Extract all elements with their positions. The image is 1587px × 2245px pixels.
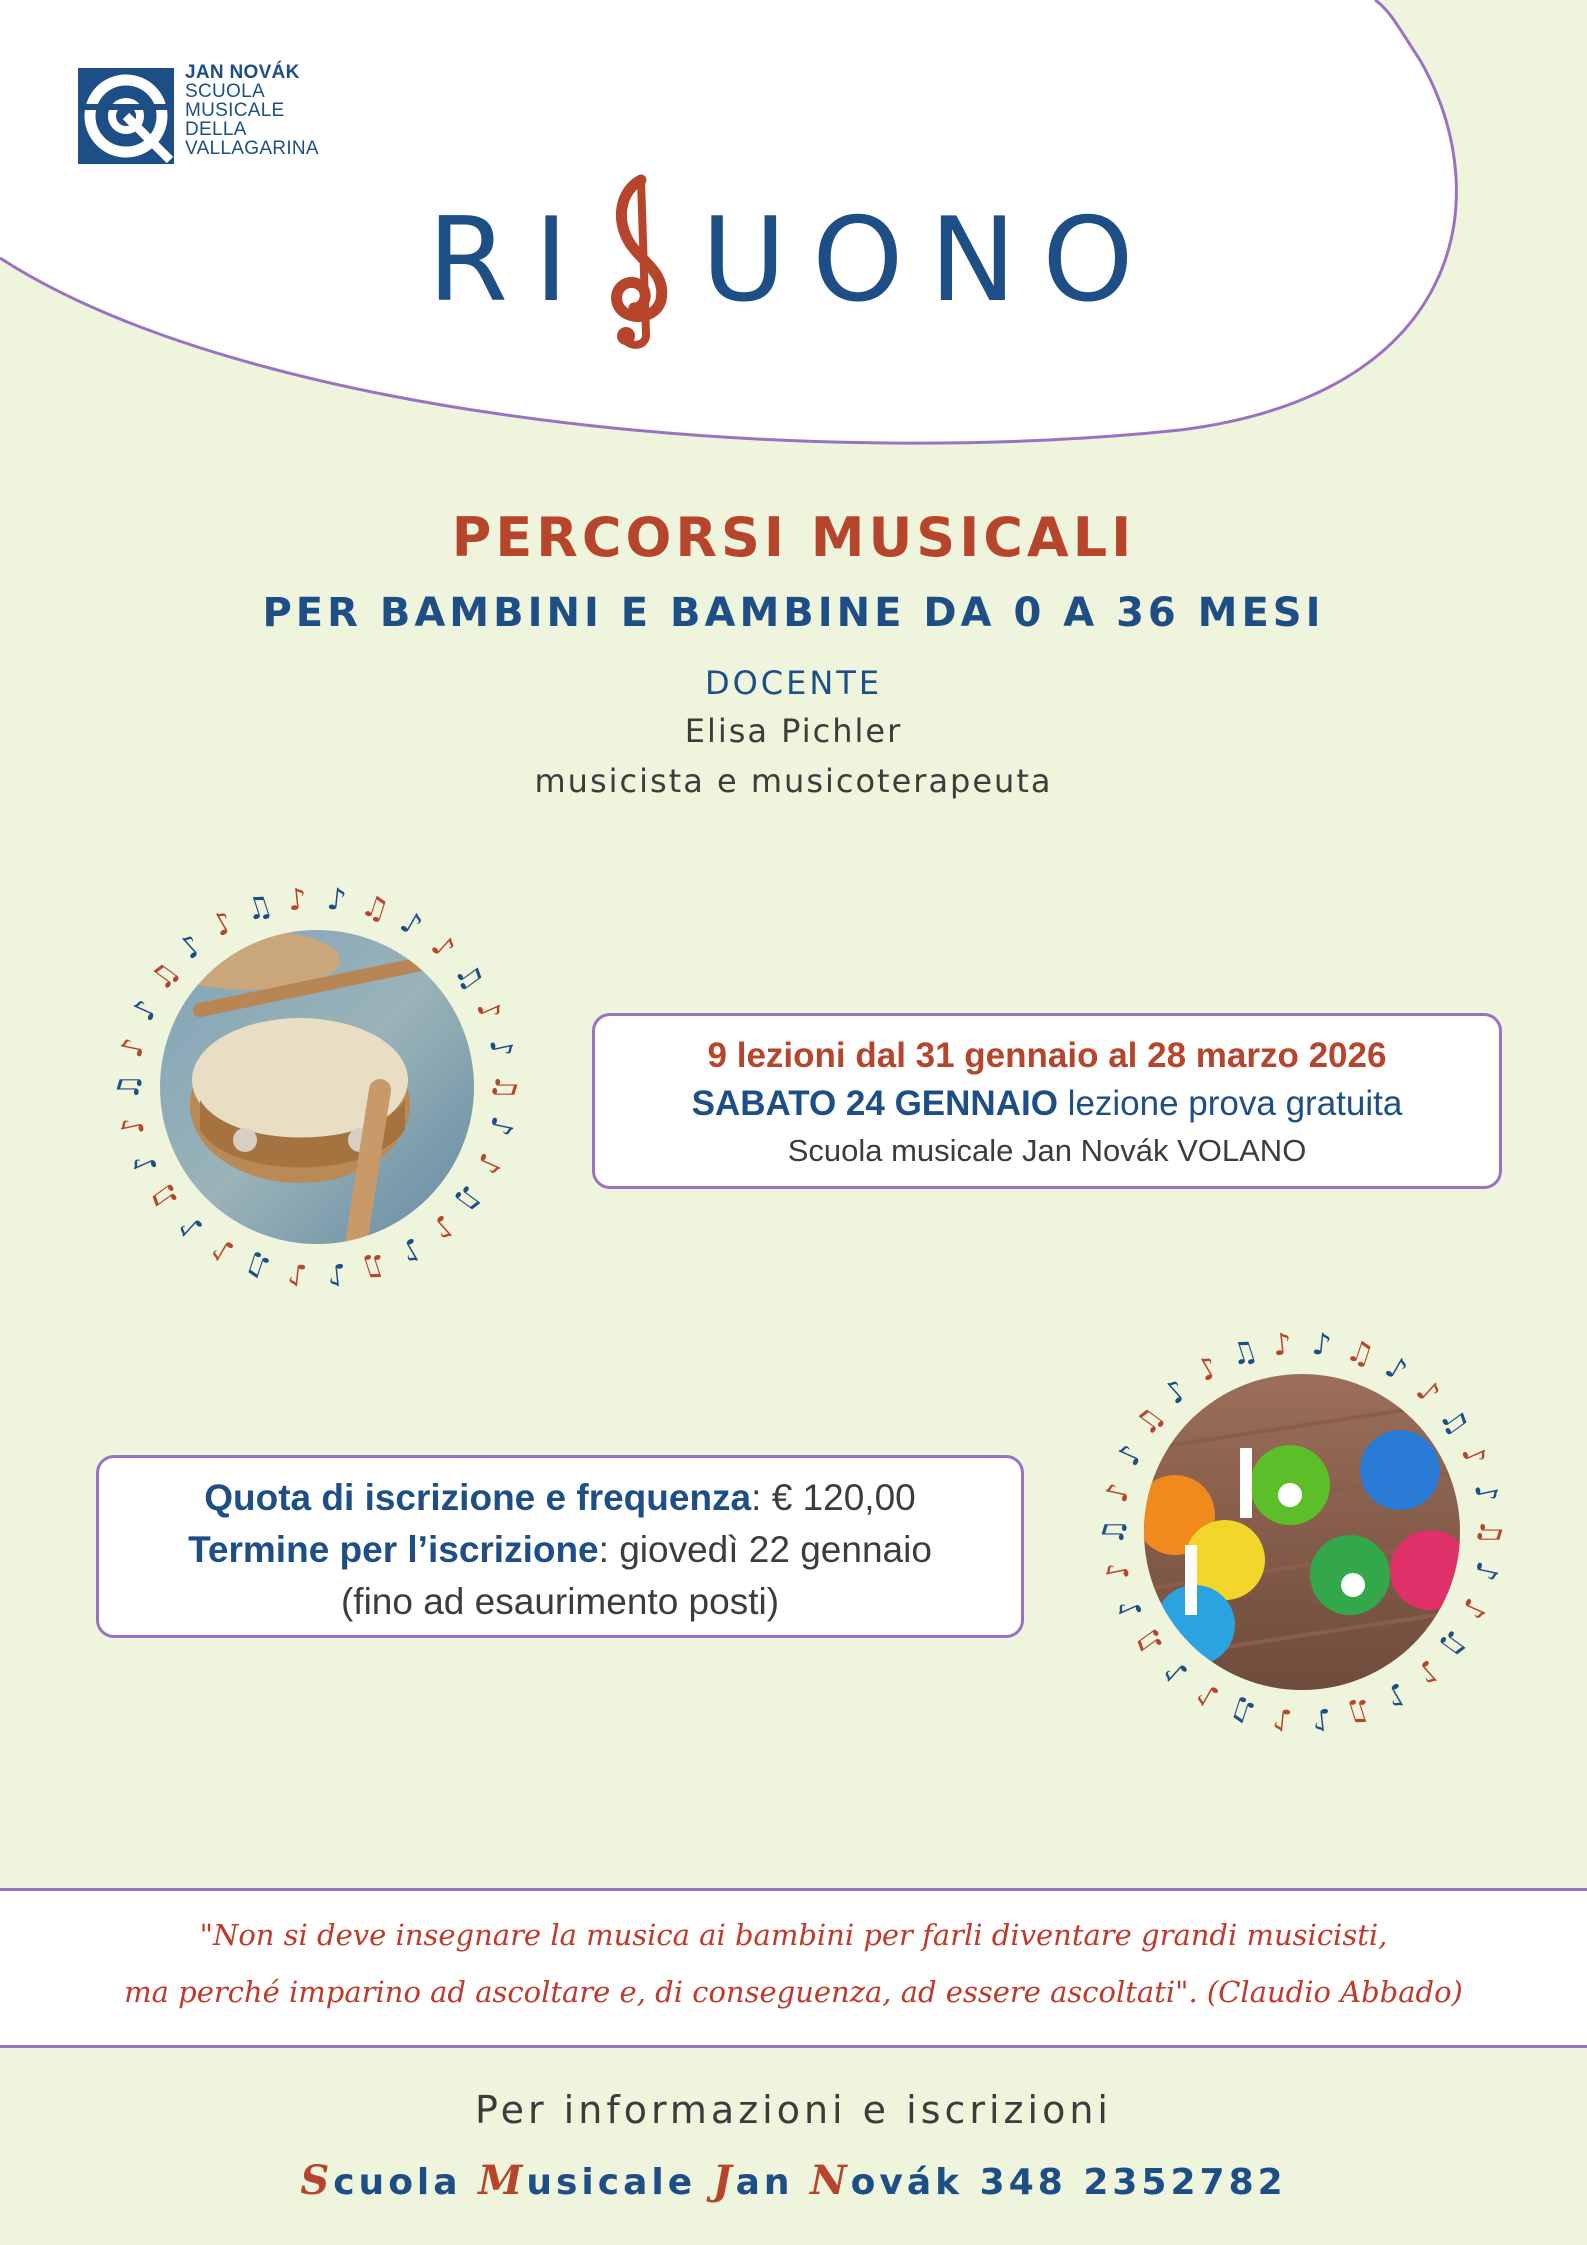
school-logo-icon [78, 68, 174, 164]
deadline-line [99, 1524, 1021, 1576]
music-note-icon: ♪ [1098, 1558, 1138, 1585]
music-note-icon: ♪ [172, 927, 211, 967]
music-note-icon: ♪ [205, 904, 241, 945]
handbells-photo [1135, 1370, 1470, 1700]
deadline-value: : giovedì 22 gennaio [598, 1529, 932, 1570]
contact-word-1: cuola [333, 2162, 479, 2203]
music-note-icon: ♫ [1127, 1621, 1172, 1664]
music-note-icon: ♪ [172, 1207, 211, 1247]
music-note-icon: ♪ [1378, 1674, 1414, 1715]
music-note-icon: ♪ [1110, 1439, 1151, 1472]
music-note-icon: ♪ [1270, 1700, 1294, 1738]
music-note-icon: ♫ [142, 1176, 187, 1219]
music-note-icon: ♪ [393, 904, 429, 945]
fee-line [99, 1472, 1021, 1524]
quote-line-1: "Non si deve insegnare la musica ai bambini per farli diventare grandi musicisti, [199, 1918, 1388, 1952]
music-note-icon: ♫ [1432, 1621, 1477, 1664]
music-note-icon: ♪ [1310, 1326, 1334, 1364]
music-note-icon: ♪ [1378, 1349, 1414, 1390]
music-note-icon: ♫ [1432, 1400, 1477, 1443]
music-note-icon: ♫ [356, 1244, 394, 1287]
logo-line-5: VALLAGARINA [185, 138, 319, 159]
music-note-icon: ♪ [1157, 1372, 1196, 1412]
availability-note: (fino ad esaurimento posti) [340, 1581, 780, 1622]
contact-word-2: usicale [526, 2162, 713, 2203]
main-title [0, 190, 1587, 330]
contact-initial-j: J [712, 2157, 736, 2204]
music-note-icon: ♪ [205, 1229, 241, 1270]
music-note-icon: ♫ [447, 1176, 492, 1219]
music-note-icon: ♫ [1225, 1332, 1263, 1375]
contact-initial-s: S [300, 2157, 334, 2204]
music-note-icon: ♪ [325, 1255, 349, 1293]
treble-clef-icon [586, 170, 681, 350]
music-note-icon: ♫ [111, 1073, 147, 1101]
music-note-icon: ♫ [1341, 1332, 1379, 1375]
music-note-icon: ♪ [1310, 1700, 1334, 1738]
location-text: Scuola musicale Jan Novák VOLANO [787, 1133, 1307, 1168]
music-note-icon: ♪ [1157, 1652, 1196, 1692]
contact-word-3: an [735, 2162, 811, 2203]
music-note-icon: ♪ [423, 927, 462, 967]
deadline-label: Termine per l’iscrizione [188, 1529, 599, 1570]
logo-line-4: DELLA [185, 119, 247, 140]
subheading: PER BAMBINI E BAMBINE DA 0 A 36 MESI [262, 590, 1325, 636]
music-note-icon: ♫ [240, 1244, 278, 1287]
schedule-box [592, 1013, 1502, 1189]
music-note-icon: ♪ [468, 1147, 509, 1180]
music-note-icon: ♫ [1472, 1518, 1508, 1546]
contact-initial-m: M [478, 2157, 527, 2204]
music-note-icon: ♫ [1127, 1400, 1172, 1443]
music-note-icon: ♪ [1466, 1558, 1506, 1585]
contact-word-4: ovák 348 2352782 [850, 2162, 1287, 2203]
music-note-icon: ♪ [1110, 1592, 1151, 1625]
title-part-1: RI [427, 192, 595, 328]
music-note-icon: ♫ [142, 955, 187, 998]
music-note-icon: ♫ [1341, 1689, 1379, 1732]
music-note-icon: ♫ [1096, 1518, 1132, 1546]
trial-date: SABATO 24 GENNAIO [691, 1084, 1058, 1123]
teacher-role: musicista e musicoterapeuta [534, 762, 1053, 800]
music-note-icon: ♪ [481, 1034, 521, 1061]
music-note-icon: ♪ [1190, 1674, 1226, 1715]
music-note-icon: ♪ [1270, 1326, 1294, 1364]
quote-line-2: ma perché imparino ad ascoltare e, di conseguenza, ad essere ascoltati". (Claudio Abbado) [124, 1975, 1463, 2009]
music-note-icon: ♪ [468, 994, 509, 1027]
title-part-2: UONO [701, 192, 1160, 328]
logo-line-1: JAN NOVÁK [185, 62, 300, 83]
music-note-icon: ♪ [1408, 1372, 1447, 1412]
fees-box [96, 1455, 1024, 1638]
lessons-text: 9 lezioni dal 31 gennaio al 28 marzo 2026 [707, 1036, 1387, 1075]
quote-band [0, 1888, 1587, 2048]
music-note-icon: ♪ [1453, 1439, 1494, 1472]
music-note-icon: ♪ [393, 1229, 429, 1270]
contact-initial-n: N [810, 2157, 851, 2204]
school-logo-text [185, 63, 319, 158]
fee-label: Quota di iscrizione e frequenza [204, 1477, 752, 1518]
music-note-icon: ♪ [125, 994, 166, 1027]
music-note-icon: ♪ [1453, 1592, 1494, 1625]
music-note-icon: ♪ [125, 1147, 166, 1180]
music-note-icon: ♫ [240, 887, 278, 930]
music-note-icon: ♪ [325, 881, 349, 919]
music-note-icon: ♪ [1466, 1479, 1506, 1506]
heading: PERCORSI MUSICALI [451, 506, 1136, 569]
music-note-icon: ♪ [1190, 1349, 1226, 1390]
music-note-icon: ♪ [1098, 1479, 1138, 1506]
trial-description: lezione prova gratuita [1057, 1084, 1403, 1123]
music-note-icon: ♪ [423, 1207, 462, 1247]
music-note-icon: ♪ [285, 1255, 309, 1293]
logo-line-2: SCUOLA [185, 81, 265, 102]
music-note-icon: ♫ [447, 955, 492, 998]
info-text: Per informazioni e iscrizioni [475, 2088, 1112, 2132]
music-note-icon: ♪ [1408, 1652, 1447, 1692]
trial-lesson-text [595, 1080, 1499, 1128]
music-note-icon: ♫ [1225, 1689, 1263, 1732]
music-note-icon: ♪ [285, 881, 309, 919]
music-note-icon: ♪ [113, 1034, 153, 1061]
music-note-icon: ♫ [487, 1073, 523, 1101]
logo-line-3: MUSICALE [185, 100, 285, 121]
teacher-name: Elisa Pichler [684, 712, 903, 750]
music-note-icon: ♫ [356, 887, 394, 930]
fee-value: : € 120,00 [751, 1477, 916, 1518]
music-note-icon: ♪ [481, 1113, 521, 1140]
contact-line [0, 2157, 1587, 2204]
docente-label: DOCENTE [704, 664, 883, 702]
music-note-icon: ♪ [113, 1113, 153, 1140]
